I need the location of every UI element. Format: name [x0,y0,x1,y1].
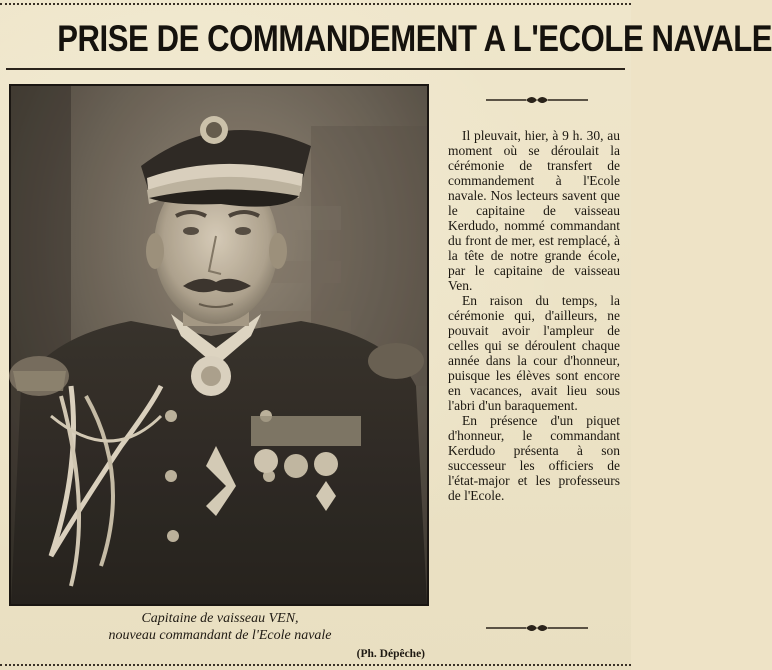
photo-credit: (Ph. Dépêche) [356,648,425,660]
headline-rule [6,68,625,70]
bottom-dotted-rule [0,664,631,666]
article-paragraph: En présence d'un piquet d'honneur, le commandant Kerdudo présenta à son successeur les officiers de l'état-major et les professeurs de l'Ecole. [448,413,620,503]
portrait-photo [9,84,429,606]
top-dotted-rule [0,3,631,5]
top-ornament-divider [486,94,588,106]
caption-line-1: Capitaine de vaisseau VEN, [141,611,299,626]
bottom-ornament-divider [486,622,588,634]
article-paragraph: En raison du temps, la cérémonie qui, d'ailleurs, ne pouvait avoir l'ampleur de celles qui se déroulent chaque année dans la cour d'honneur, puisque les élèves sont encore en vacances, avait lieu sous l'abri d'un baraquement. [448,293,620,413]
article-paragraph: Il pleuvait, hier, à 9 h. 30, au moment où se déroulait la cérémonie de transfert de commandement à l'Ecole navale. Nos lecteurs savent que le capitaine de vaisseau Kerdudo, nommé commandant du front de mer, est remplacé, à la tête de notre grande école, par le capitaine de vaisseau Ven. [448,128,620,293]
portrait-illustration [11,86,427,604]
caption-line-2: nouveau commandant de l'Ecole navale [108,628,332,643]
headline: PRISE DE COMMANDEMENT A L'ECOLE NAVALE [57,18,772,59]
photo-caption [12,610,428,646]
article-body [448,128,620,608]
